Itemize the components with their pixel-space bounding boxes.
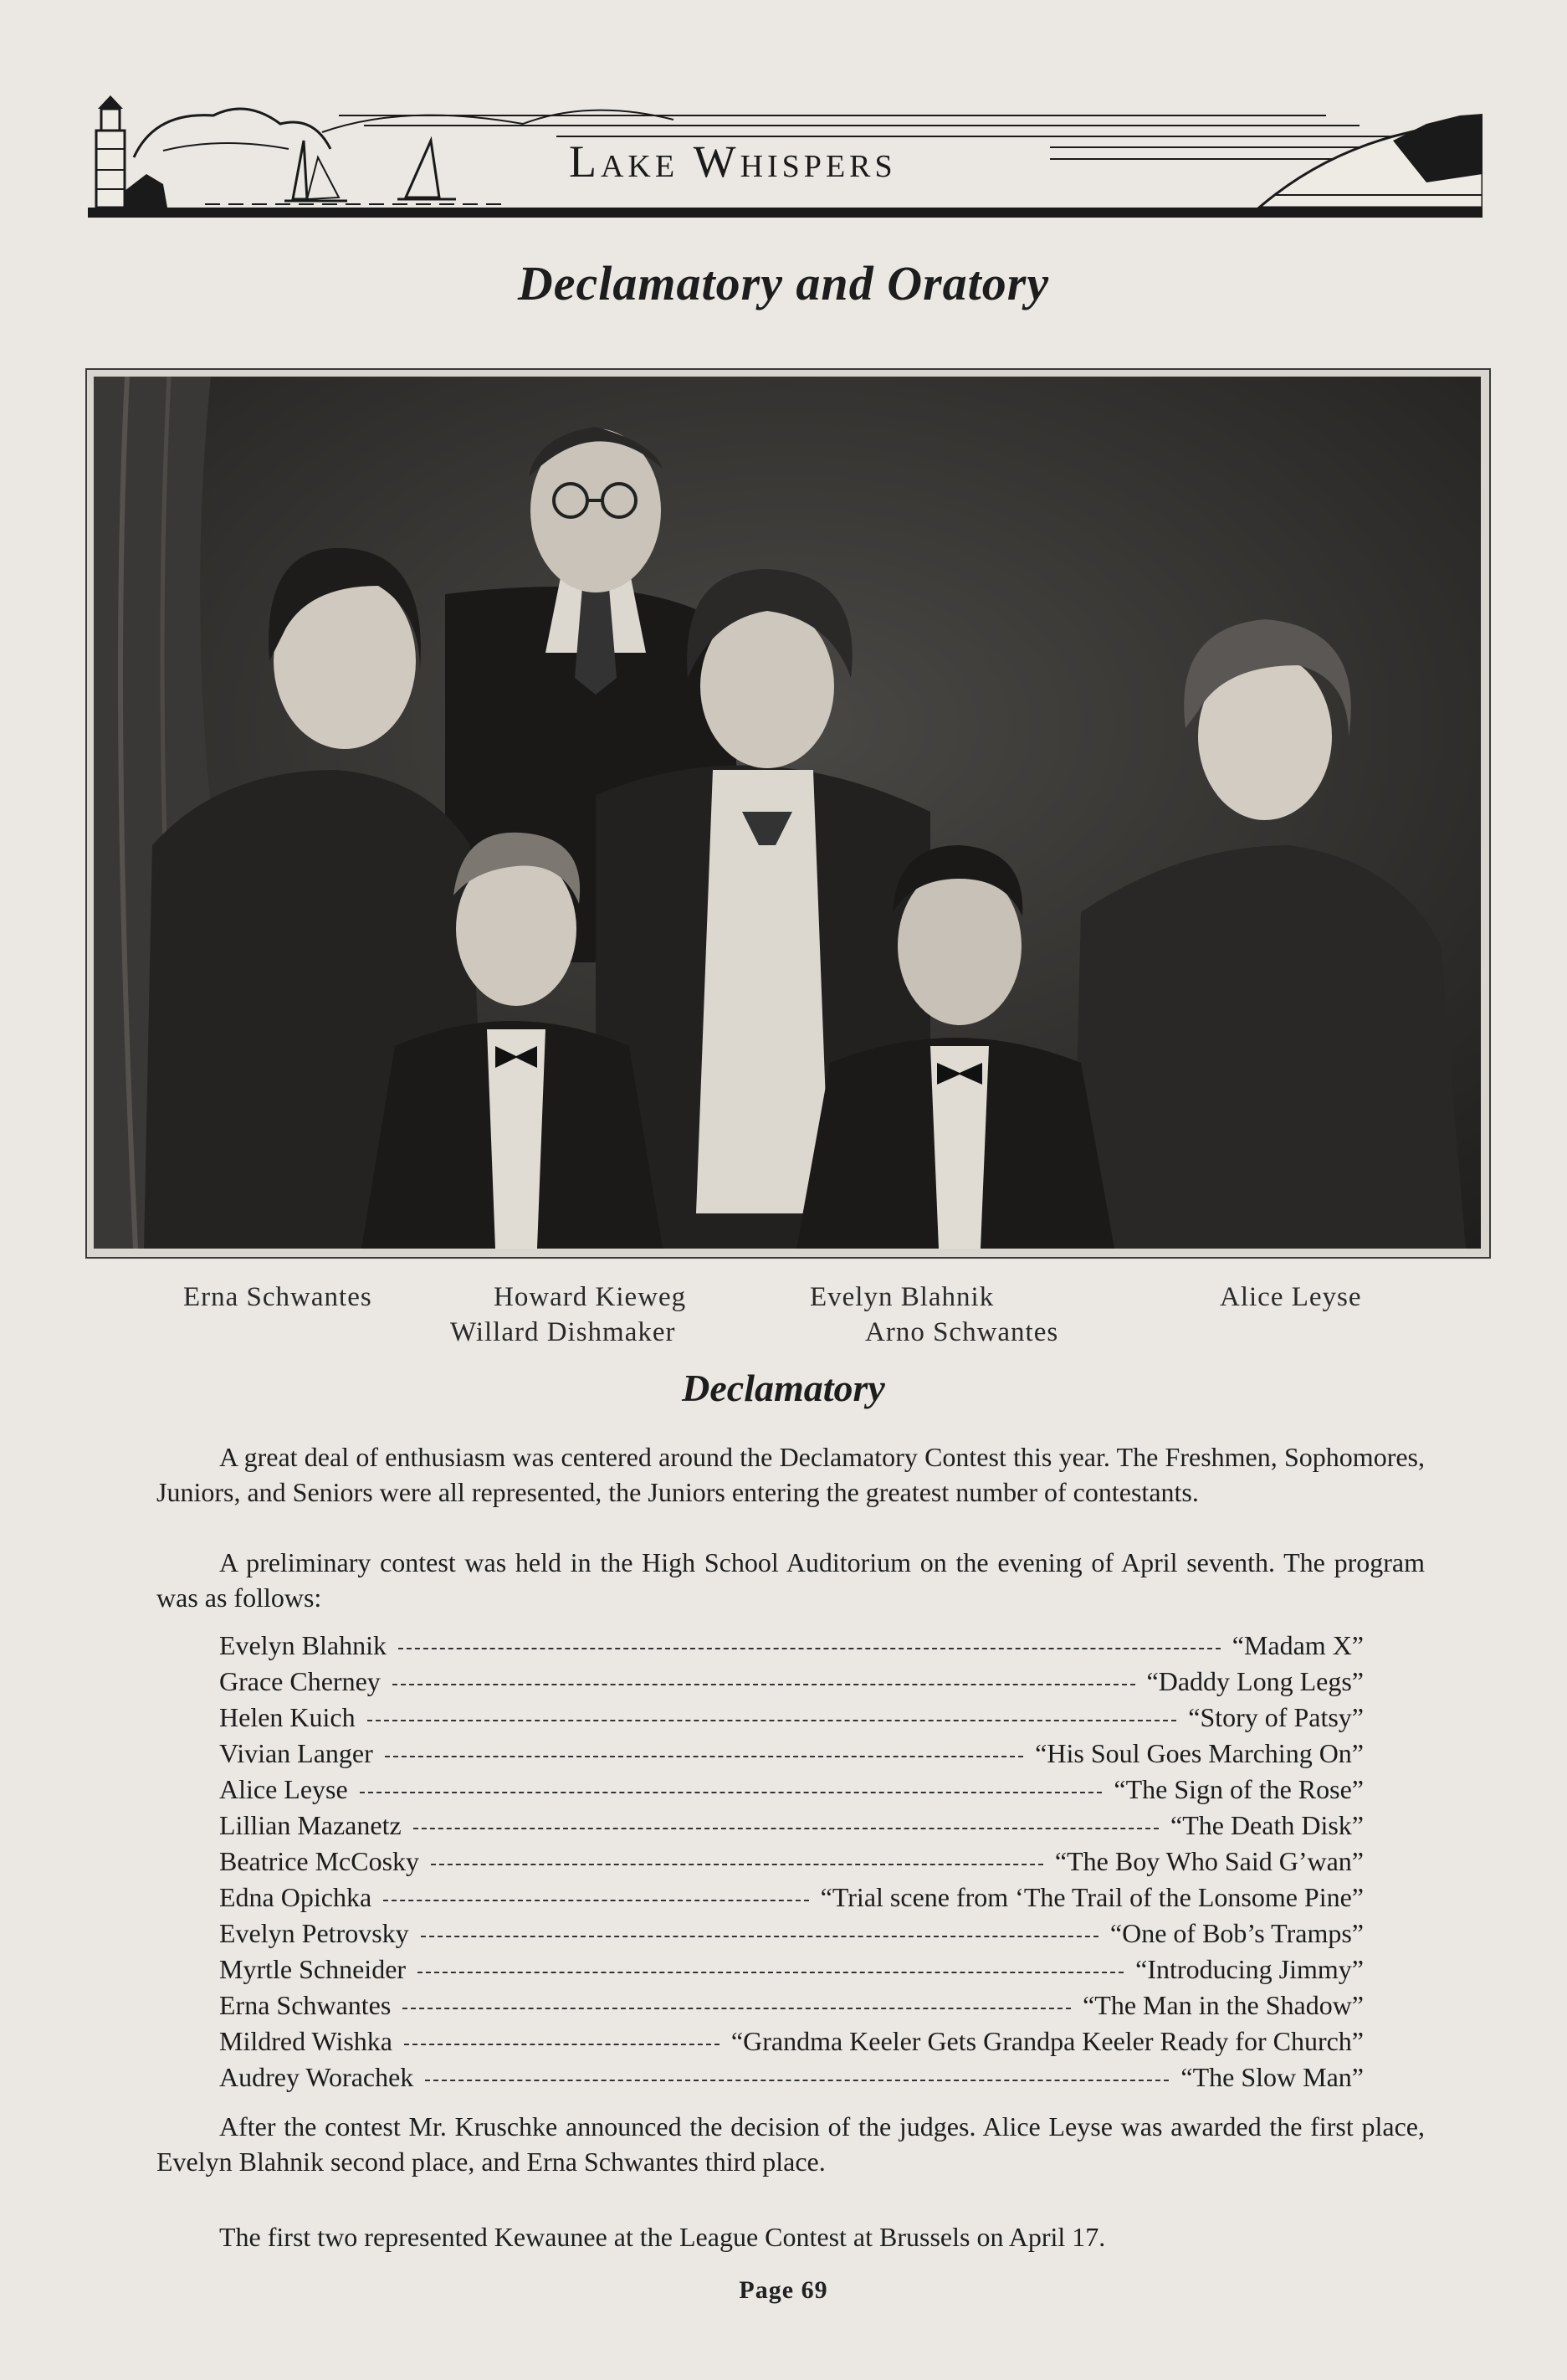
program-entry: [219, 1880, 1364, 1916]
leader-line: [404, 2044, 719, 2045]
caption-arno-schwantes: Arno Schwantes: [865, 1317, 1059, 1347]
program-entry-title: “Daddy Long Legs”: [1146, 1666, 1364, 1696]
program-entry-title: “One of Bob’s Tramps”: [1109, 1918, 1364, 1948]
banner-title: Lake Whispers: [561, 139, 905, 184]
program-entry-title: “Story of Patsy”: [1188, 1702, 1364, 1732]
program-entry-name: Audrey Worachek: [219, 2062, 414, 2092]
program-entry: [219, 2059, 1364, 2095]
program-entry-name: Erna Schwantes: [219, 1990, 392, 2020]
leader-line: [431, 1864, 1043, 1865]
lighthouse-icon: [96, 95, 167, 208]
program-entry-name: Vivian Langer: [219, 1738, 373, 1768]
sailboat-icon: [284, 141, 347, 201]
leader-line: [425, 2080, 1169, 2081]
page-number: Page 69: [739, 2276, 828, 2304]
program-entry-name: Edna Opichka: [219, 1882, 372, 1912]
caption-erna-schwantes: Erna Schwantes: [183, 1282, 372, 1312]
paragraph-intro: A great deal of enthusiasm was centered around the Declamatory Contest this year. The Freshmen, Sophomores, Juniors, and Seniors were all represented, the Juniors entering the greatest number of contestants.: [156, 1442, 1425, 1507]
program-entry-name: Helen Kuich: [219, 1702, 356, 1732]
program-entry-name: Grace Cherney: [219, 1666, 381, 1696]
leader-line: [413, 1828, 1159, 1829]
caption-alice-leyse: Alice Leyse: [1220, 1282, 1362, 1312]
lake-whispers-banner: [88, 90, 1483, 220]
program-entry-title: “Trial scene from ‘The Trail of the Lonsome Pine”: [820, 1882, 1364, 1912]
caption-willard-dishmaker: Willard Dishmaker: [450, 1317, 676, 1347]
caption-howard-kieweg: Howard Kieweg: [494, 1282, 687, 1312]
group-portrait-illustration: [94, 377, 1481, 1249]
program-entry: [219, 2024, 1364, 2059]
program-entry-name: Alice Leyse: [219, 1774, 348, 1804]
program-entry: [219, 1916, 1364, 1952]
program-entry-name: Evelyn Petrovsky: [219, 1918, 409, 1948]
program-entry-name: Beatrice McCosky: [219, 1846, 420, 1876]
program-entry: [219, 1700, 1364, 1736]
program-entry-name: Myrtle Schneider: [219, 1954, 407, 1984]
leader-line: [421, 1936, 1098, 1937]
leader-line: [383, 1900, 808, 1901]
program-entry: [219, 1736, 1364, 1772]
leader-line: [398, 1648, 1221, 1649]
page-title: Declamatory and Oratory: [517, 256, 1050, 310]
program-entry: [219, 1628, 1364, 1664]
program-entry-title: “His Soul Goes Marching On”: [1035, 1738, 1364, 1768]
program-entry-title: “The Man in the Shadow”: [1083, 1990, 1364, 2020]
program-entry-title: “The Death Disk”: [1170, 1810, 1364, 1840]
paragraph-league-contest: The first two represented Kewaunee at the League Contest at Brussels on April 17.: [219, 2222, 1106, 2252]
leader-line: [385, 1756, 1023, 1757]
group-photo-frame: [85, 368, 1491, 1259]
program-entry-title: “The Boy Who Said G’wan”: [1054, 1846, 1364, 1876]
program-list: [219, 1628, 1364, 2095]
program-entry-name: Lillian Mazanetz: [219, 1810, 402, 1840]
program-entry-name: Evelyn Blahnik: [219, 1630, 387, 1660]
sailboat-icon: [397, 141, 456, 199]
program-entry: [219, 1664, 1364, 1700]
program-entry-title: “Introducing Jimmy”: [1135, 1954, 1364, 1984]
program-entry-title: “The Slow Man”: [1180, 2062, 1364, 2092]
group-photo: [94, 377, 1481, 1249]
paragraph-results: After the contest Mr. Kruschke announced the decision of the judges. Alice Leyse was awarded the first place, Evelyn Blahnik second place, and Erna Schwantes third place.: [156, 2111, 1425, 2177]
paragraph-preliminary: A preliminary contest was held in the High School Auditorium on the evening of April seventh. The program was as follows:: [156, 1547, 1425, 1613]
section-title: Declamatory: [682, 1367, 885, 1409]
program-entry: [219, 1772, 1364, 1808]
leader-line: [367, 1720, 1177, 1721]
caption-evelyn-blahnik: Evelyn Blahnik: [810, 1282, 995, 1312]
leader-line: [392, 1684, 1135, 1685]
program-entry: [219, 1988, 1364, 2024]
program-entry: [219, 1952, 1364, 1988]
program-entry-title: “The Sign of the Rose”: [1114, 1774, 1364, 1804]
program-entry-name: Mildred Wishka: [219, 2026, 392, 2056]
leader-line: [360, 1792, 1103, 1793]
program-entry-title: “Madam X”: [1232, 1630, 1364, 1660]
program-entry: [219, 1808, 1364, 1844]
leader-line: [417, 1972, 1124, 1973]
program-entry: [219, 1844, 1364, 1880]
leader-line: [402, 2008, 1071, 2009]
program-entry-title: “Grandma Keeler Gets Grandpa Keeler Ready for Church”: [730, 2026, 1364, 2056]
